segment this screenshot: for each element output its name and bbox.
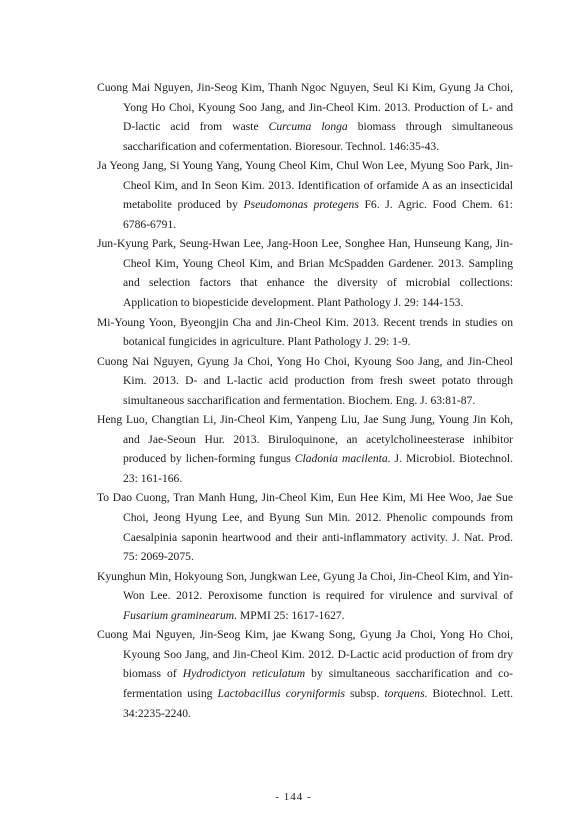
reference-text: subsp. [344,686,385,700]
reference-text: Ja Yeong Jang, Si Young Yang, Young Cheol Kim, Chul Won Lee, Myung Soo Park, Jin-Cheol Kim, and In Seon Kim. 2013. Identification of orfamide A as an insecticidal metabolite produced by [97,159,513,212]
reference-text: by simultaneous saccharification and co-fermentation using [123,667,513,700]
reference-entry [97,352,513,411]
reference-text: Kyunghun Min, Hokyoung Son, Jungkwan Lee, Gyung Ja Choi, Jin-Cheol Kim, and Yin-Won Lee. 2012. Peroxisome function is required for virulence and survival of [97,569,513,603]
reference-text: . MPMI 25: 1617-1627. [234,608,345,622]
reference-entry [97,156,513,234]
reference-entry [97,313,513,352]
reference-text: biomass through simultaneous saccharification and cofermentation. Bioresour. Technol. 146:35-43. [123,120,513,153]
reference-text: Jun-Kyung Park, Seung-Hwan Lee, Jang-Hoon Lee, Songhee Han, Hunseung Kang, Jin-Cheol Kim, Young Cheol Kim, and Brian McSpadden Gardener. 2013. Sampling and selection factors that enhance the diversity of microbial collections: Application to biopesticide development. Plant Pathology J. 29: 144-153. [97,237,513,310]
reference-text: Cuong Mai Nguyen, Jin-Seog Kim, Thanh Ngoc Nguyen, Seul Ki Kim, Gyung Ja Choi, Yong Ho Choi, Kyoung Soo Jang, and Jin-Cheol Kim. 2013. Production of L- and D-lactic acid from waste [97,81,513,134]
reference-italic-text: Pseudomonas protegens [243,198,359,212]
page-number: - 144 - [275,791,312,803]
reference-italic-text: Curcuma longa [268,120,348,134]
reference-text: Heng Luo, Changtian Li, Jin-Cheol Kim, Yanpeng Liu, Jae Sung Jung, Young Jin Koh, and Jae-Seoun Hur. 2013. Biruloquinone, an acetylcholineesterase inhibitor produced by lichen-forming fungus [97,413,513,466]
reference-entry [97,488,513,566]
reference-text: To Dao Cuong, Tran Manh Hung, Jin-Cheol Kim, Eun Hee Kim, Mi Hee Woo, Jae Sue Choi, Jeong Hyung Lee, and Byung Sun Min. 2012. Phenolic compounds from Caesalpinia saponin heartwood and their anti-inflammatory activity. J. Nat. Prod. 75: 2069-2075. [97,491,513,564]
reference-text: Cuong Mai Nguyen, Jin-Seog Kim, jae Kwang Song, Gyung Ja Choi, Yong Ho Choi, Kyoung Soo Jang, and Jin-Cheol Kim. 2012. D-Lactic acid production of from dry biomass of [97,628,513,681]
reference-italic-text: torquens. [384,686,428,700]
reference-text: Biotechnol. Lett. 34:2235-2240. [123,686,513,720]
reference-entry [97,78,513,156]
reference-text: . J. Microbiol. Biotechnol. 23: 161-166. [123,452,513,485]
reference-entry [97,625,513,723]
reference-entry [97,234,513,312]
reference-entry [97,410,513,488]
reference-italic-text: Hydrodictyon reticulatum [182,667,306,681]
reference-italic-text: Fusarium graminearum [123,608,235,622]
reference-text: F6. J. Agric. Food Chem. 61: 6786-6791. [123,198,513,231]
reference-text: Mi-Young Yoon, Byeongjin Cha and Jin-Cheol Kim. 2013. Recent trends in studies on botanical fungicides in agriculture. Plant Pathology J. 29: 1-9. [97,315,513,349]
reference-list [97,78,513,723]
reference-text: Cuong Nai Nguyen, Gyung Ja Choi, Yong Ho Choi, Kyoung Soo Jang, and Jin-Cheol Kim. 2013. D- and L-lactic acid production from fresh sweet potato through simultaneous saccharification and fermentation. Biochem. Eng. J. 63:81-87. [97,354,513,407]
reference-entry [97,567,513,626]
reference-italic-text: Lactobacillus coryniformis [217,686,345,700]
reference-italic-text: Cladonia macilenta [294,452,388,466]
